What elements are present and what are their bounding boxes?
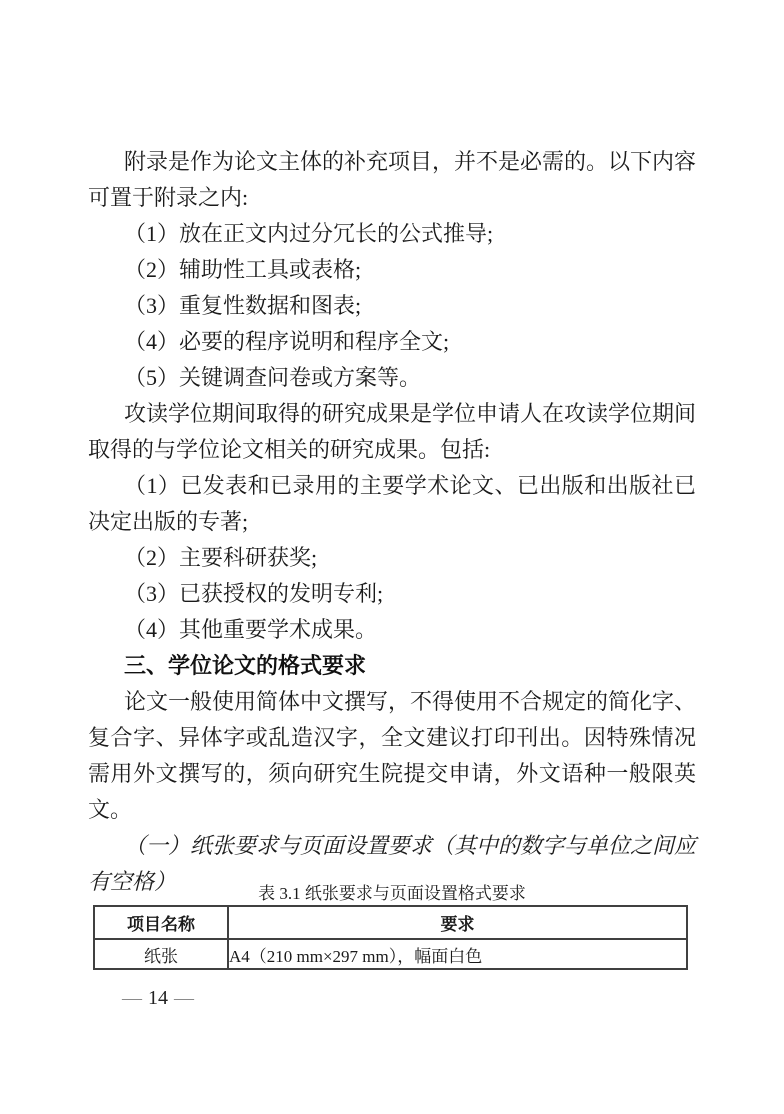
page-number: 14: [148, 987, 168, 1009]
footer-dash-left: —: [122, 987, 142, 1009]
list-item-results-4: （4）其他重要学术成果。: [124, 617, 378, 642]
paragraph-appendix-intro: 附录是作为论文主体的补充项目，并不是必需的。以下内容可置于附录之内:: [88, 149, 697, 210]
paper-requirements-table: [93, 905, 688, 970]
table-cell-item-name: 纸张: [94, 939, 228, 969]
paragraph-language-requirements: 论文一般使用简体中文撰写，不得使用不合规定的简化字、复合字、异体字或乱造汉字，全文建议打印刊出。因特殊情况需用外文撰写的，须向研究生院提交申请，外文语种一般限英文。: [88, 689, 697, 822]
table-header-row: [94, 906, 687, 939]
section-heading-format-requirements: 三、学位论文的格式要求: [124, 653, 367, 678]
table-header-requirement: 要求: [228, 906, 687, 939]
subsection-heading-paper-page-setup: （一）纸张要求与页面设置要求（其中的数字与单位之间应有空格）: [88, 833, 697, 894]
page-footer: [116, 986, 200, 1010]
table-row: [94, 939, 687, 969]
list-item-appendix-3: （3）重复性数据和图表;: [124, 293, 362, 318]
list-item-results-2: （2）主要科研获奖;: [124, 545, 318, 570]
list-item-appendix-1: （1）放在正文内过分冗长的公式推导;: [124, 221, 494, 246]
table-cell-requirement: A4（210 mm×297 mm），幅面白色: [228, 939, 687, 969]
table-caption: 表 3.1 纸张要求与页面设置格式要求: [258, 884, 526, 903]
list-item-appendix-2: （2）辅助性工具或表格;: [124, 257, 362, 282]
list-item-results-3: （3）已获授权的发明专利;: [124, 581, 384, 606]
body-text-block: [88, 144, 696, 900]
list-item-appendix-5: （5）关键调查问卷或方案等。: [124, 365, 422, 390]
table-header-item-name: 项目名称: [94, 906, 228, 939]
footer-dash-right: —: [174, 987, 194, 1009]
list-item-results-1: （1）已发表和已录用的主要学术论文、已出版和出版社已决定出版的专著;: [88, 473, 696, 534]
list-item-appendix-4: （4）必要的程序说明和程序全文;: [124, 329, 450, 354]
paragraph-research-results: 攻读学位期间取得的研究成果是学位申请人在攻读学位期间取得的与学位论文相关的研究成果。包括:: [88, 401, 697, 462]
